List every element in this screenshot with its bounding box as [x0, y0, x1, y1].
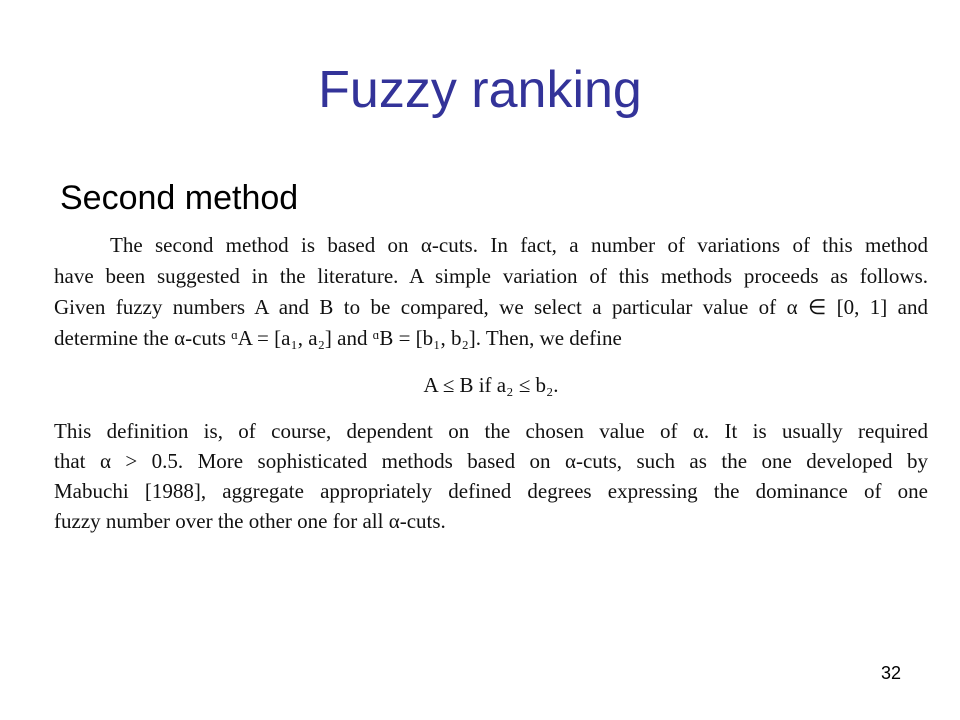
paragraph-line: that α > 0.5. More sophisticated methods based on α-cuts, such as the one developed by — [54, 449, 928, 473]
paragraph-line: determine the α-cuts ᵅA = [a₁, a₂] and ᵅB = [b₁, b₂]. Then, we define — [54, 326, 622, 350]
formula: A ≤ B if a₂ ≤ b₂. — [423, 373, 559, 397]
paragraph-line: Mabuchi [1988], aggregate appropriately defined degrees expressing the dominance of one — [54, 479, 928, 503]
paragraph-line: have been suggested in the literature. A simple variation of this methods proceeds as follows. — [54, 264, 928, 288]
slide-title: Fuzzy ranking — [318, 61, 642, 119]
paragraph-line: This definition is, of course, dependent on the chosen value of α. It is usually required — [54, 419, 928, 443]
paragraph-line: The second method is based on α-cuts. In fact, a number of variations of this method — [110, 233, 928, 257]
paragraph-line: fuzzy number over the other one for all α-cuts. — [54, 509, 446, 533]
paragraph-line: Given fuzzy numbers A and B to be compared, we select a particular value of α ∈ [0, 1] and — [54, 295, 928, 319]
slide-subtitle: Second method — [60, 179, 299, 217]
page-number: 32 — [881, 663, 902, 683]
